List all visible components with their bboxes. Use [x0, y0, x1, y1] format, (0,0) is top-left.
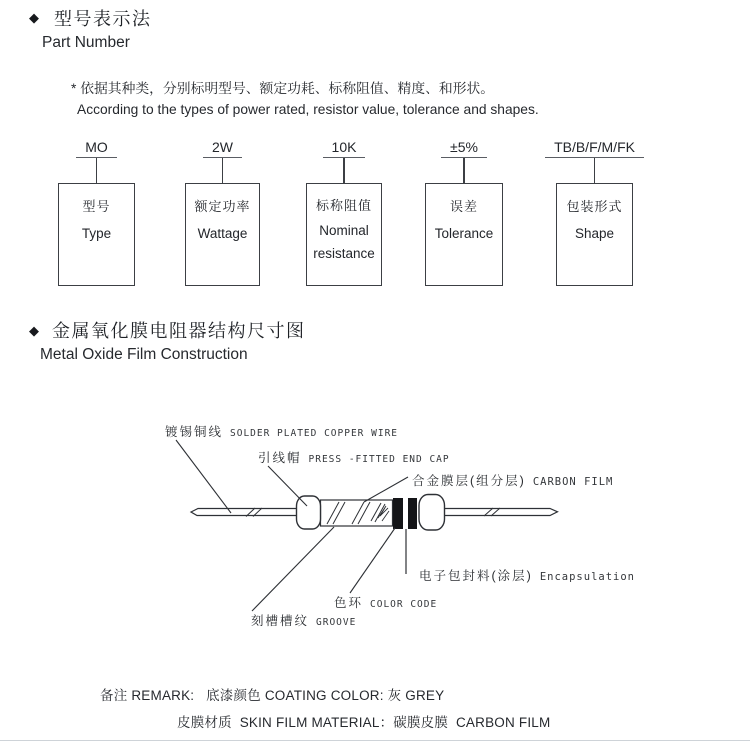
callout-en: SOLDER PLATED COPPER WIRE: [230, 428, 399, 439]
remark-line-2: 皮膜材质 SKIN FILM MATERIAL：碳膜皮膜 CARBON FILM: [177, 715, 551, 730]
callout-color-code: [334, 593, 437, 612]
color-band-1: [393, 498, 403, 529]
callout-en: PRESS -FITTED END CAP: [308, 454, 450, 465]
diamond-bullet-icon: ◆: [29, 323, 39, 338]
left-lead-break-marks: [246, 508, 262, 517]
callout-carbon-film: [412, 471, 613, 490]
pn-box-label-cn: 标称阻值: [315, 198, 372, 213]
pn-box: [58, 183, 135, 286]
pn-box-label-cn: 额定功率: [194, 199, 251, 214]
pn-box-label-en: Tolerance: [434, 226, 494, 241]
pn-column-type: [58, 139, 135, 286]
pn-box-label-en2: resistance: [313, 246, 375, 261]
leader-end-cap: [268, 466, 307, 506]
construction-title-cn: 金属氧化膜电阻器结构尺寸图: [52, 321, 306, 341]
page-bottom-rule: [0, 740, 750, 741]
pn-box-label-en: Shape: [574, 226, 615, 241]
callout-cn: 色环: [334, 596, 364, 610]
pn-column-tolerance: [425, 139, 503, 286]
right-end-cap: [419, 495, 445, 531]
callout-cn: 电子包封料(涂层): [419, 569, 533, 583]
callout-cn: 引线帽: [258, 451, 302, 465]
pn-value: 2W: [203, 139, 242, 158]
groove-lines: [327, 502, 385, 524]
pn-box: [556, 183, 633, 286]
right-lead-break-marks: [484, 508, 500, 516]
callout-en: COLOR CODE: [370, 599, 438, 610]
leader-copper-wire: [176, 440, 231, 513]
callout-en: Encapsulation: [539, 571, 636, 583]
pn-value: MO: [76, 139, 117, 158]
pn-box-label-en: Wattage: [197, 226, 248, 241]
pn-box-label-en: Nominal: [319, 223, 369, 238]
resistor-right-lead: [444, 509, 558, 516]
callout-groove: [251, 611, 356, 630]
pn-value: 10K: [323, 139, 366, 158]
leader-groove: [252, 527, 334, 611]
pn-box-label-en: Type: [81, 226, 112, 241]
pn-column-wattage: [185, 139, 260, 286]
callout-encapsulation: [419, 566, 635, 585]
pn-connector: [343, 158, 345, 183]
callout-end-cap: [258, 448, 450, 467]
pn-value: ±5%: [441, 139, 487, 158]
callout-copper-wire: [165, 422, 398, 441]
callout-cn: 合金膜层(组分层): [412, 474, 526, 488]
pn-box-label-cn: 型号: [82, 199, 111, 214]
remark-line-1: 备注 REMARK: 底漆颜色 COATING COLOR: 灰 GREY: [100, 688, 445, 703]
left-end-cap: [297, 496, 321, 529]
callout-cn: 镀锡铜线: [165, 425, 224, 439]
callout-en: GROOVE: [316, 617, 357, 628]
part-number-note-cn: * 依据其种类，分别标明型号、额定功耗、标称阻值、精度、和形状。: [71, 81, 495, 96]
pn-box-label-cn: 误差: [449, 199, 478, 214]
pn-value: TB/B/F/M/FK: [545, 139, 644, 158]
pn-connector: [96, 158, 98, 183]
pn-box: [425, 183, 503, 286]
film-scratch-marks: [378, 506, 389, 521]
diamond-bullet-icon: ◆: [29, 10, 39, 25]
part-number-note-en: According to the types of power rated, resistor value, tolerance and shapes.: [77, 102, 539, 117]
pn-connector: [594, 158, 596, 183]
leader-carbon-film: [364, 477, 408, 502]
pn-box-label-cn: 包装形式: [566, 199, 623, 214]
callout-en: CARBON FILM: [532, 476, 614, 488]
pn-column-resistance: [306, 139, 382, 286]
pn-box: [306, 183, 382, 286]
pn-box: [185, 183, 260, 286]
pn-connector: [222, 158, 224, 183]
pn-column-shape: [556, 139, 633, 286]
color-band-2: [408, 498, 417, 529]
part-number-title-cn: 型号表示法: [54, 9, 152, 29]
leader-color-code: [350, 528, 395, 593]
part-number-title-en: Part Number: [42, 34, 130, 51]
resistor-left-lead: [191, 509, 298, 516]
construction-title-en: Metal Oxide Film Construction: [40, 346, 248, 363]
callout-cn: 刻槽槽纹: [251, 614, 310, 628]
resistor-body: [321, 500, 393, 526]
pn-connector: [463, 158, 465, 183]
